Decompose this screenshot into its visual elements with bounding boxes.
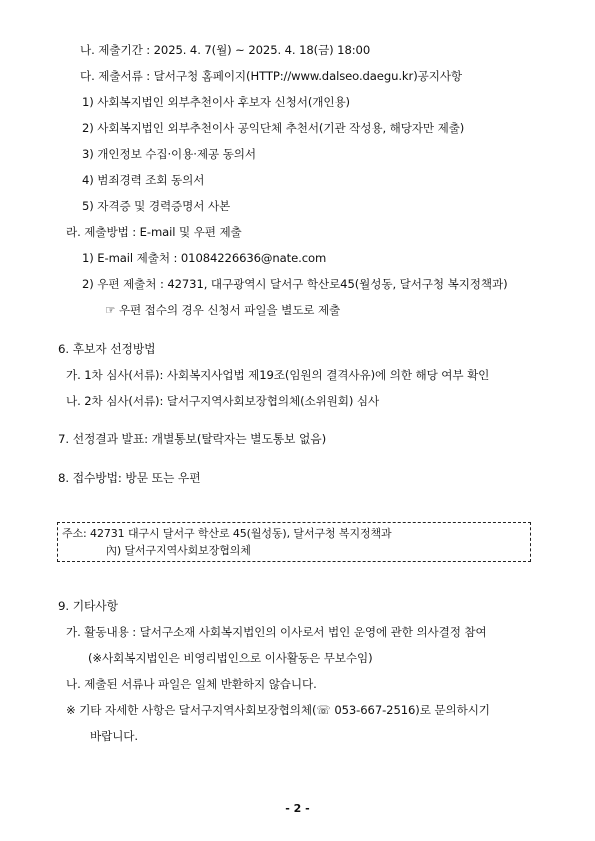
section-9-title: 9. 기타사항 xyxy=(58,599,118,613)
address-line-2: 內) 달서구지역사회보장협의체 xyxy=(106,544,251,557)
document-item-4: 4) 범죄경력 조회 동의서 xyxy=(82,173,205,187)
section-6-item-2: 나. 2차 심사(서류): 달서구지역사회보장협의체(소위원회) 심사 xyxy=(66,394,380,408)
section-8-title: 8. 접수방법: 방문 또는 우편 xyxy=(58,471,201,485)
section-9-item-ga-note: (※사회복지법인은 비영리법인으로 이사활동은 무보수임) xyxy=(88,651,373,665)
submission-period: 나. 제출기간 : 2025. 4. 7(월) ~ 2025. 4. 18(금) 18:00 xyxy=(80,43,371,57)
section-6-item-1: 가. 1차 심사(서류): 사회복지사업법 제19조(임원의 결격사유)에 의한 해당 여부 확인 xyxy=(66,368,490,382)
section-9-item-na: 나. 제출된 서류나 파일은 일체 반환하지 않습니다. xyxy=(66,677,317,691)
document-item-5: 5) 자격증 및 경력증명서 사본 xyxy=(82,199,231,213)
section-7-title: 7. 선정결과 발표: 개별통보(탈락자는 별도통보 없음) xyxy=(58,432,327,446)
section-9-item-ga: 가. 활동내용 : 달서구소재 사회복지법인의 이사로서 법인 운영에 관한 의사결정 참여 xyxy=(66,625,487,639)
page-number: - 2 - xyxy=(285,802,310,815)
contact-notice-line-2: 바랍니다. xyxy=(90,729,138,743)
section-6-title: 6. 후보자 선정방법 xyxy=(58,342,156,356)
submission-email: 1) E-mail 제출처 : 01084226636@nate.com xyxy=(82,251,327,265)
address-box xyxy=(57,522,531,562)
submission-post: 2) 우편 제출처 : 42731, 대구광역시 달서구 학산로45(월성동, 달서구청 복지정책과) xyxy=(82,277,508,291)
submission-post-note: ☞ 우편 접수의 경우 신청서 파일을 별도로 제출 xyxy=(105,303,341,317)
document-item-2: 2) 사회복지법인 외부추천이사 공익단체 추천서(기관 작성용, 해당자만 제출) xyxy=(82,121,465,135)
contact-notice-line-1: ※ 기타 자세한 사항은 달서구지역사회보장협의체(☏ 053-667-2516)로 문의하시기 xyxy=(66,703,490,717)
submission-method-title: 라. 제출방법 : E-mail 및 우편 제출 xyxy=(66,225,242,239)
document-item-1: 1) 사회복지법인 외부추천이사 후보자 신청서(개인용) xyxy=(82,95,350,109)
address-line-1: 주소: 42731 대구시 달서구 학산로 45(월성동), 달서구청 복지정책과 xyxy=(62,527,392,540)
document-item-3: 3) 개인정보 수집·이용·제공 동의서 xyxy=(82,147,256,161)
submission-documents-title: 다. 제출서류 : 달서구청 홈페이지(HTTP://www.dalseo.daegu.kr)공지사항 xyxy=(80,69,463,83)
